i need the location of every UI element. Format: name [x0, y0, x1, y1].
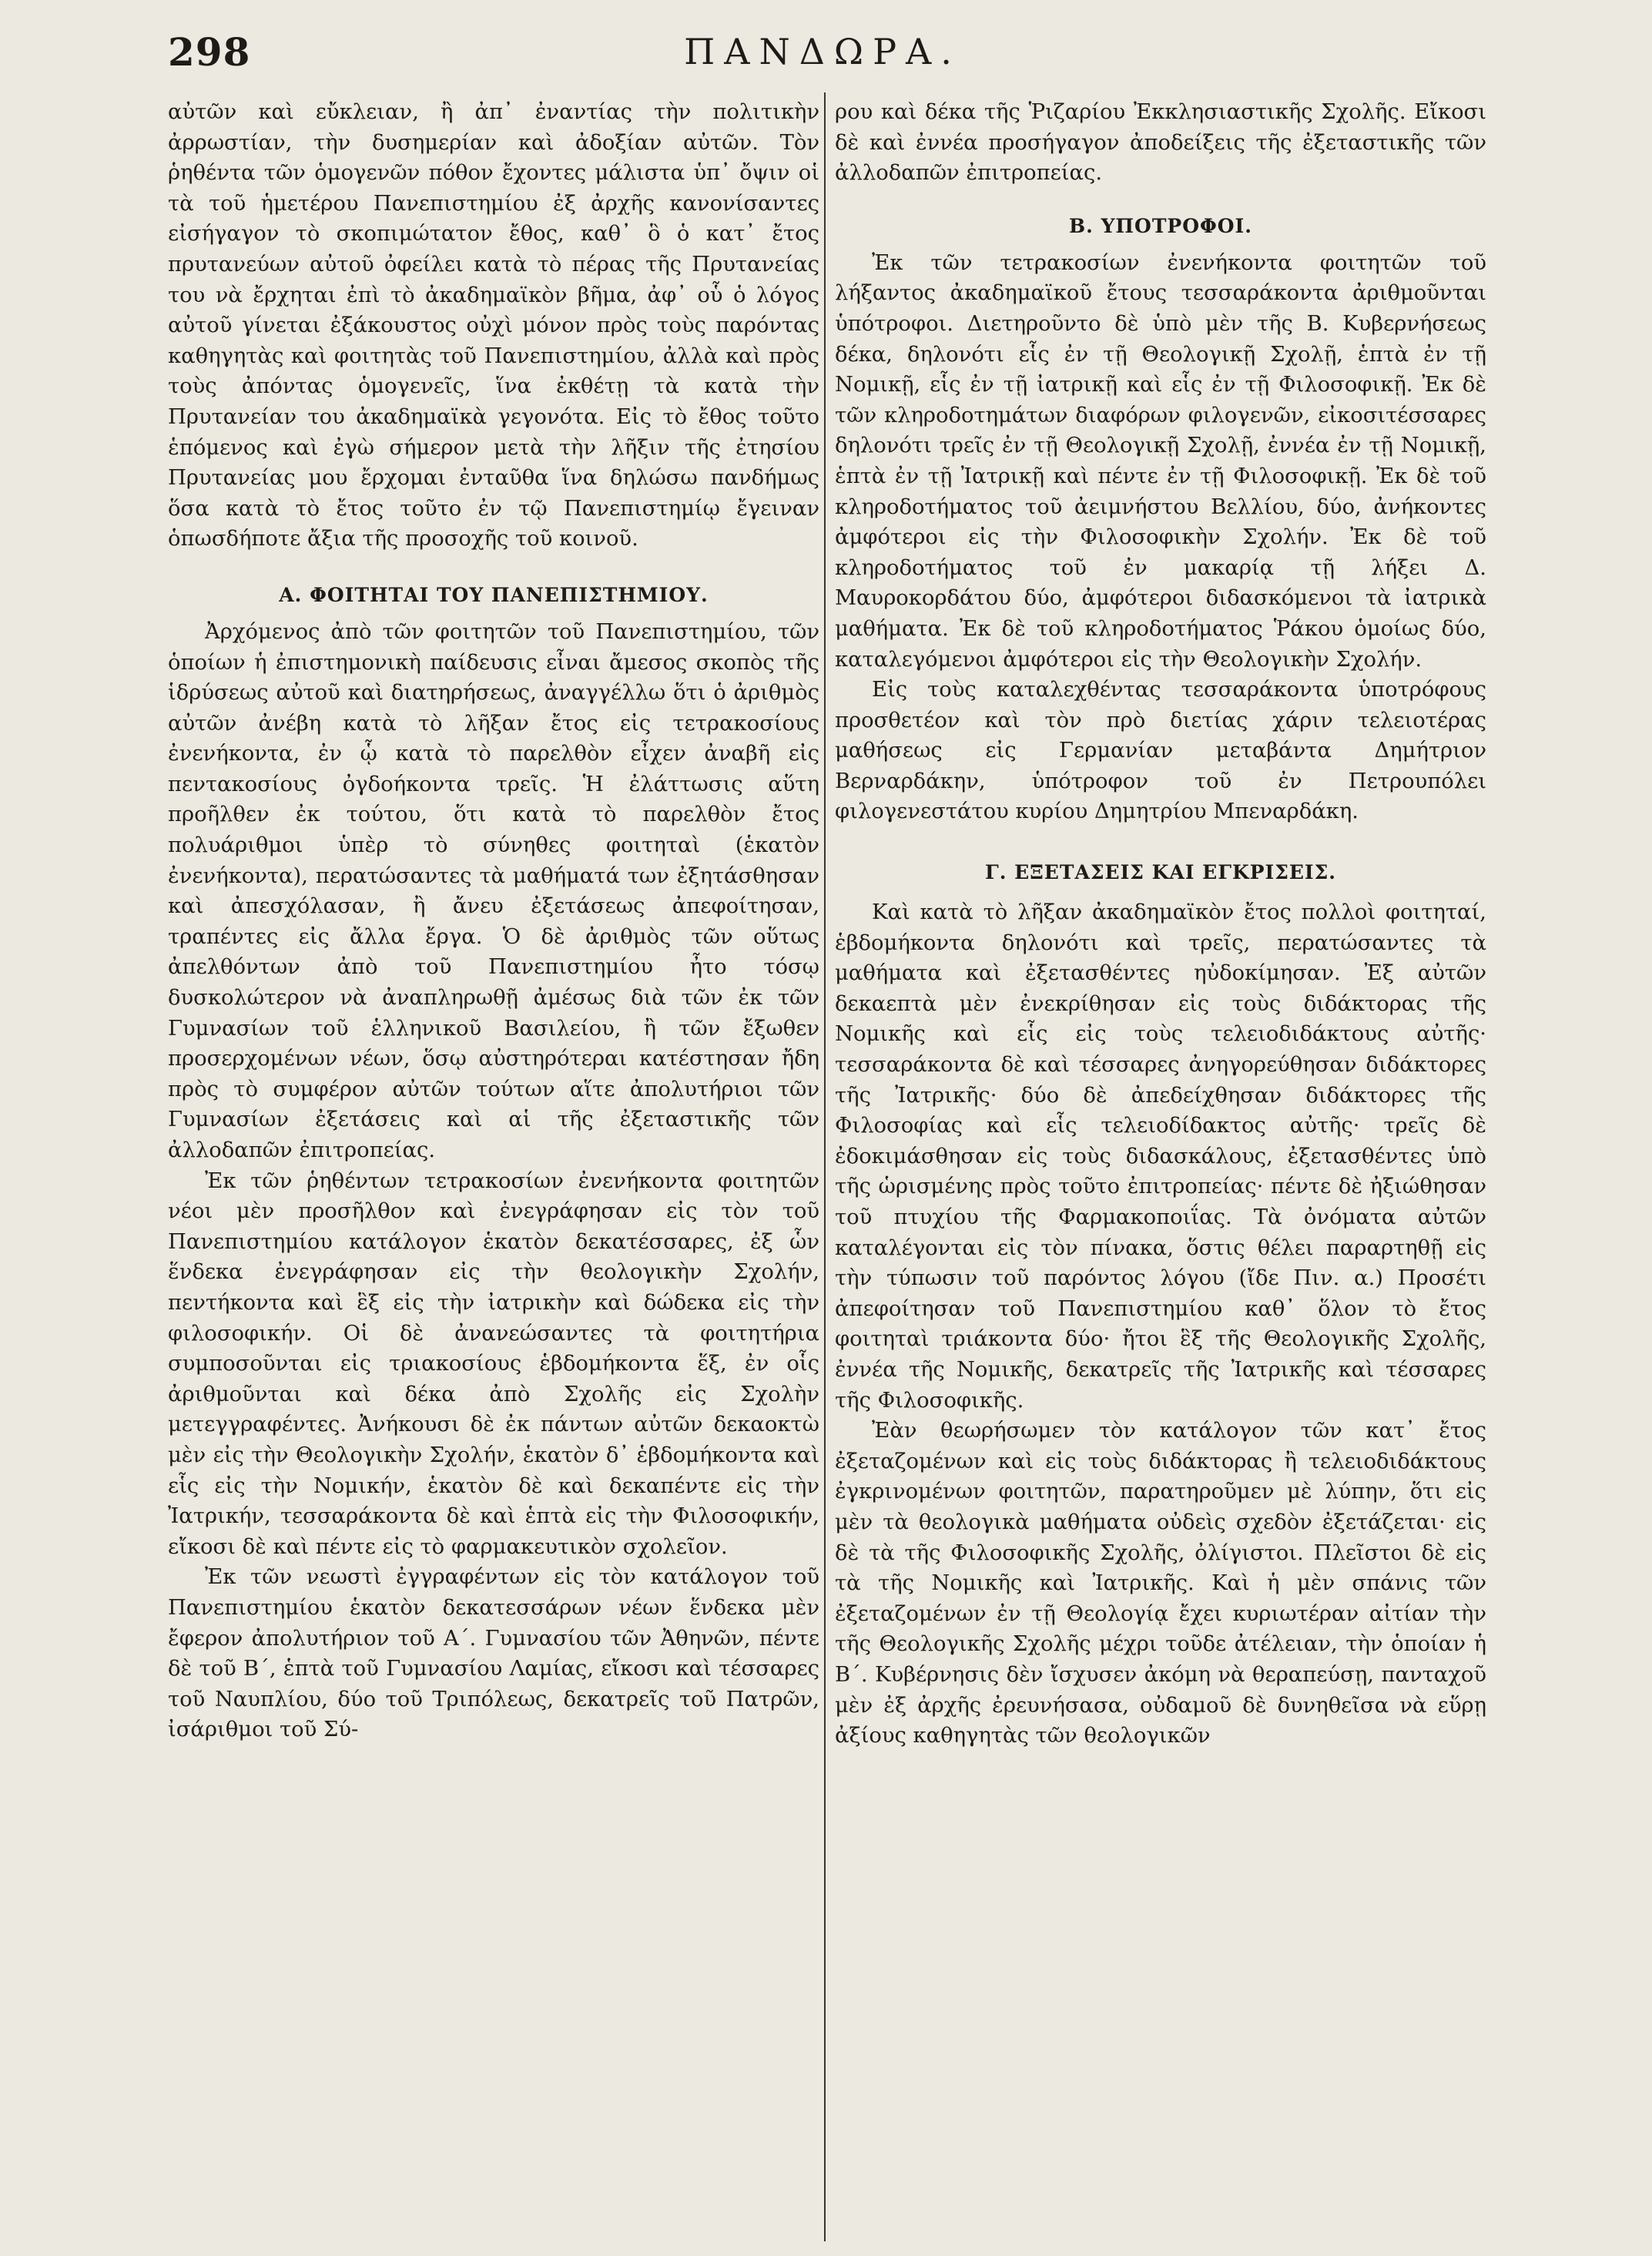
intro-paragraph: αὐτῶν καὶ εὔκλειαν, ἢ ἀπ᾽ ἐναντίας τὴν πολιτικὴν ἀρρωστίαν, τὴν δυσημερίαν καὶ ἀδοξίαν αὐτῶν. Τὸν ῥηθέντα τῶν ὁμογενῶν πόθον ἔχοντες μάλιστα ὑπ᾽ ὄψιν οἱ τὰ τοῦ ἡμετέρου Πανεπιστημίου ἐξ ἀρχῆς κανονίσαντες εἰσήγαγον τὸ σκοπιμώτατον ἔθος, καθ᾽ ὃ ὁ κατ᾽ ἔτος πρυτανεύων αὐτοῦ ὀφείλει κατὰ τὸ πέρας τῆς Πρυτανείας του νὰ ἔρχηται ἐπὶ τὸ ἀκαδημαϊκὸν βῆμα, ἀφ᾽ οὗ ὁ λόγος αὐτοῦ γίνεται ἐξάκουστος οὐχὶ μόνον πρὸς τοὺς παρόντας καθηγητὰς καὶ φοιτητὰς τοῦ Πανεπιστημίου, ἀλλὰ καὶ πρὸς τοὺς ἀπόντας ὁμογενεῖς, ἵνα ἐκθέτῃ τὰ κατὰ τὴν Πρυτανείαν του ἀκαδημαϊκὰ γεγονότα. Εἰς τὸ ἔθος τοῦτο ἑπόμενος καὶ ἐγὼ σήμερον μετὰ τὴν λῆξιν τῆς ἐτησίου Πρυτανείας μου ἔρχομαι ἐνταῦθα ἵνα δηλώσω πανδήμως ὅσα κατὰ τὸ ἔτος τοῦτο ἐν τῷ Πανεπιστημίῳ ἔγειναν ὁπωσδήποτε ἄξια τῆς προσοχῆς τοῦ κοινοῦ.: [168, 100, 819, 551]
page-number: 298: [168, 29, 251, 75]
left-column: [168, 97, 819, 1745]
section-g-heading: Γ. ΕΞΕΤΑΣΕΙΣ ΚΑΙ ΕΓΚΡΙΣΕΙΣ.: [984, 861, 1337, 884]
column-divider: [824, 92, 826, 2241]
section-b-heading: Β. ΥΠΟΤΡΟΦΟΙ.: [1069, 214, 1252, 237]
right-column: [835, 97, 1486, 1752]
section-a-heading: Α. ΦΟΙΤΗΤΑΙ ΤΟΥ ΠΑΝΕΠΙΣΤΗΜΙΟΥ.: [279, 583, 709, 606]
continuation-paragraph: ρου καὶ δέκα τῆς Ῥιζαρίου Ἐκκλησιαστικῆς Σχολῆς. Εἴκοσι δὲ καὶ ἐννέα προσήγαγον ἀποδείξεις τῆς ἐξεταστικῆς τῶν ἀλλοδαπῶν ἐπιτροπείας.: [835, 100, 1486, 186]
running-title: ΠΑΝΔΩΡΑ.: [684, 31, 961, 72]
section-b-paragraph-1: Ἐκ τῶν τετρακοσίων ἐνενήκοντα φοιτητῶν τοῦ λήξαντος ἀκαδημαϊκοῦ ἔτους τεσσαράκοντα ἀριθμοῦνται ὑπότροφοι. Διετηροῦντο δὲ ὑπὸ μὲν τῆς Β. Κυβερνήσεως δέκα, δηλονότι εἷς ἐν τῇ Θεολογικῇ Σχολῇ, ἑπτὰ ἐν τῇ Νομικῇ, εἷς ἐν τῇ ἰατρικῇ καὶ εἷς ἐν τῇ Φιλοσοφικῇ. Ἐκ δὲ τῶν κληροδοτημάτων διαφόρων φιλογενῶν, εἰκοσιτέσσαρες δηλονότι τρεῖς ἐν τῇ Θεολογικῇ Σχολῇ, ἐννέα ἐν τῇ Νομικῇ, ἑπτὰ ἐν τῇ Ἰατρικῇ καὶ πέντε ἐν τῇ Φιλοσοφικῇ. Ἐκ δὲ τοῦ κληροδοτήματος τοῦ ἀειμνήστου Βελλίου, δύο, ἀνήκοντες ἀμφότεροι εἰς τὴν Φιλοσοφικὴν Σχολήν. Ἐκ δὲ τοῦ κληροδοτήματος τοῦ ἐν μακαρίᾳ τῇ λήξει Δ. Μαυροκορδάτου δύο, ἀμφότεροι διδασκόμενοι τὰ ἰατρικὰ μαθήματα. Ἐκ δὲ τοῦ κληροδοτήματος Ῥάκου ὁμοίως δύο, καταλεγόμενοι ἀμφότεροι εἰς τὴν Θεολογικὴν Σχολήν.: [835, 250, 1486, 672]
section-g-paragraph-1: Καὶ κατὰ τὸ λῆξαν ἀκαδημαϊκὸν ἔτος πολλοὶ φοιτηταί, ἑβδομήκοντα δηλονότι καὶ τρεῖς, περατώσαντες τὰ μαθήματα καὶ ἐξετασθέντες ηὐδοκίμησαν. Ἐξ αὐτῶν δεκαεπτὰ μὲν ἐνεκρίθησαν εἰς τοὺς διδάκτορας τῆς Νομικῆς καὶ εἷς εἰς τοὺς τελειοδιδάκτους αὐτῆς· τεσσαράκοντα δὲ καὶ τέσσαρες ἀνηγορεύθησαν διδάκτορες τῆς Ἰατρικῆς· δύο δὲ ἀπεδείχθησαν διδάκτορες τῆς Φιλοσοφίας καὶ εἷς τελειοδίδακτος αὐτῆς· τρεῖς δὲ ἐδοκιμάσθησαν εἰς τοὺς διδασκάλους, ἐξετασθέντες ὑπὸ τῆς ὡρισμένης πρὸς τοῦτο ἐπιτροπείας· πέντε δὲ ἠξιώθησαν τοῦ πτυχίου τῆς Φαρμακοποιΐας. Τὰ ὀνόματα αὐτῶν καταλέγονται εἰς τὸν πίνακα, ὅστις θέλει παραρτηθῇ εἰς τὴν τύπωσιν τοῦ παρόντος λόγου (ἴδε Πιν. α.) Προσέτι ἀπεφοίτησαν τοῦ Πανεπιστημίου καθ᾽ ὅλον τὸ ἔτος φοιτηταὶ τριάκοντα δύο· ἤτοι ἓξ τῆς Θεολογικῆς Σχολῆς, ἐννέα τῆς Νομικῆς, δεκατρεῖς τῆς Ἰατρικῆς καὶ τέσσαρες τῆς Φιλοσοφικῆς.: [835, 900, 1486, 1413]
section-a-paragraph-2: Ἐκ τῶν ῥηθέντων τετρακοσίων ἐνενήκοντα φοιτητῶν νέοι μὲν προσῆλθον καὶ ἐνεγράφησαν εἰς τὸν τοῦ Πανεπιστημίου κατάλογον ἑκατὸν δεκατέσσαρες, ἐξ ὧν ἕνδεκα ἐνεγράφησαν εἰς τὴν θεολογικὴν Σχολήν, πεντήκοντα καὶ ἓξ εἰς τὴν ἰατρικὴν καὶ δώδεκα εἰς τὴν φιλοσοφικήν. Οἱ δὲ ἀνανεώσαντες τὰ φοιτητήρια συμποσοῦνται εἰς τριακοσίους ἑβδομήκοντα ἕξ, ἐν οἷς ἀριθμοῦνται καὶ δέκα ἀπὸ Σχολῆς εἰς Σχολὴν μετεγγραφέντες. Ἀνήκουσι δὲ ἐκ πάντων αὐτῶν δεκαοκτὼ μὲν εἰς τὴν Θεολογικὴν Σχολήν, ἑκατὸν δ᾽ ἑβδομήκοντα καὶ εἷς εἰς τὴν Νομικήν, ἑκατὸν δὲ καὶ δεκαπέντε εἰς τὴν Ἰατρικήν, τεσσαράκοντα δὲ καὶ ἑπτὰ εἰς τὴν Φιλοσοφικήν, εἴκοσι δὲ καὶ πέντε εἰς τὸ φαρμακευτικὸν σχολεῖον.: [168, 1168, 819, 1559]
section-a-paragraph-1: Ἀρχόμενος ἀπὸ τῶν φοιτητῶν τοῦ Πανεπιστημίου, τῶν ὁποίων ἡ ἐπιστημονικὴ παίδευσις εἶναι ἄμεσος σκοπὸς τῆς ἱδρύσεως αὐτοῦ καὶ διατηρήσεως, ἀναγγέλλω ὅτι ὁ ἀριθμὸς αὐτῶν ἀνέβη κατὰ τὸ λῆξαν ἔτος εἰς τετρακοσίους ἐνενήκοντα, ἐν ᾧ κατὰ τὸ παρελθὸν εἶχεν ἀναβῆ εἰς πεντακοσίους ὀγδοήκοντα τρεῖς. Ἡ ἐλάττωσις αὕτη προῆλθεν ἐκ τούτου, ὅτι κατὰ τὸ παρελθὸν ἔτος πολυάριθμοι ὑπὲρ τὸ σύνηθες φοιτηταὶ (ἑκατὸν ἐνενήκοντα), περατώσαντες τὰ μαθήματά των ἐξητάσθησαν καὶ ἀπεσχόλασαν, ἢ ἄνευ ἐξετάσεως ἀπεφοίτησαν, τραπέντες εἰς ἄλλα ἔργα. Ὁ δὲ ἀριθμὸς τῶν οὕτως ἀπελθόντων ἀπὸ τοῦ Πανεπιστημίου ἦτο τόσῳ δυσκολώτερον νὰ ἀναπληρωθῇ ἀμέσως διὰ τῶν ἐκ τῶν Γυμνασίων τοῦ ἑλληνικοῦ Βασιλείου, ἢ τῶν ἔξωθεν προσερχομένων νέων, ὅσῳ αὐστηρότεραι κατέστησαν ἤδη πρὸς τὸ συμφέρον αὐτῶν τούτων αἵτε ἀπολυτήριοι τῶν Γυμνασίων ἐξετάσεις καὶ αἱ τῆς ἐξεταστικῆς τῶν ἀλλοδαπῶν ἐπιτροπείας.: [168, 619, 819, 1162]
section-b-paragraph-2: Εἰς τοὺς καταλεχθέντας τεσσαράκοντα ὑποτρόφους προσθετέον καὶ τὸν πρὸ διετίας χάριν τελειοτέρας μαθήσεως εἰς Γερμανίαν μεταβάντα Δημήτριον Βερναρδάκην, ὑπότροφον τοῦ ἐν Πετρουπόλει φιλογενεστάτου κυρίου Δημητρίου Μπεναρδάκη.: [835, 678, 1486, 824]
section-a-paragraph-3: Ἐκ τῶν νεωστὶ ἐγγραφέντων εἰς τὸν κατάλογον τοῦ Πανεπιστημίου ἑκατὸν δεκατεσσάρων νέων ἕνδεκα μὲν ἔφερον ἀπολυτήριον τοῦ Α΄. Γυμνασίου τῶν Ἀθηνῶν, πέντε δὲ τοῦ Β΄, ἑπτὰ τοῦ Γυμνασίου Λαμίας, εἴκοσι καὶ τέσσαρες τοῦ Ναυπλίου, δύο τοῦ Τριπόλεως, δεκατρεῖς τοῦ Πατρῶν, ἰσάριθμοι τοῦ Σύ-: [168, 1565, 819, 1742]
page-header: [168, 29, 1477, 91]
section-g-paragraph-2: Ἐὰν θεωρήσωμεν τὸν κατάλογον τῶν κατ᾽ ἔτος ἐξεταζομένων καὶ εἰς τοὺς διδάκτορας ἢ τελειοδιδάκτους ἐγκρινομένων φοιτητῶν, παρατηροῦμεν μὲ λύπην, ὅτι εἰς μὲν τὰ θεολογικὰ μαθήματα οὐδεὶς σχεδὸν ἐξετάζεται· εἰς δὲ τὰ τῆς Φιλοσοφικῆς Σχολῆς, ὀλίγιστοι. Πλεῖστοι δὲ εἰς τὰ τῆς Νομικῆς καὶ Ἰατρικῆς. Καὶ ἡ μὲν σπάνις τῶν ἐξεταζομένων ἐν τῇ Θεολογίᾳ ἔχει κυριωτέραν αἰτίαν τὴν τῆς Θεολογικῆς Σχολῆς μέχρι τοῦδε ἀτέλειαν, τὴν ὁποίαν ἡ Β΄. Κυβέρνησις δὲν ἴσχυσεν ἀκόμη νὰ θεραπεύσῃ, πανταχοῦ μὲν ἐξ ἀρχῆς ἐρευνήσασα, οὐδαμοῦ δὲ δυνηθεῖσα νὰ εὕρῃ ἀξίους καθηγητὰς τῶν θεολογικῶν: [835, 1419, 1486, 1748]
